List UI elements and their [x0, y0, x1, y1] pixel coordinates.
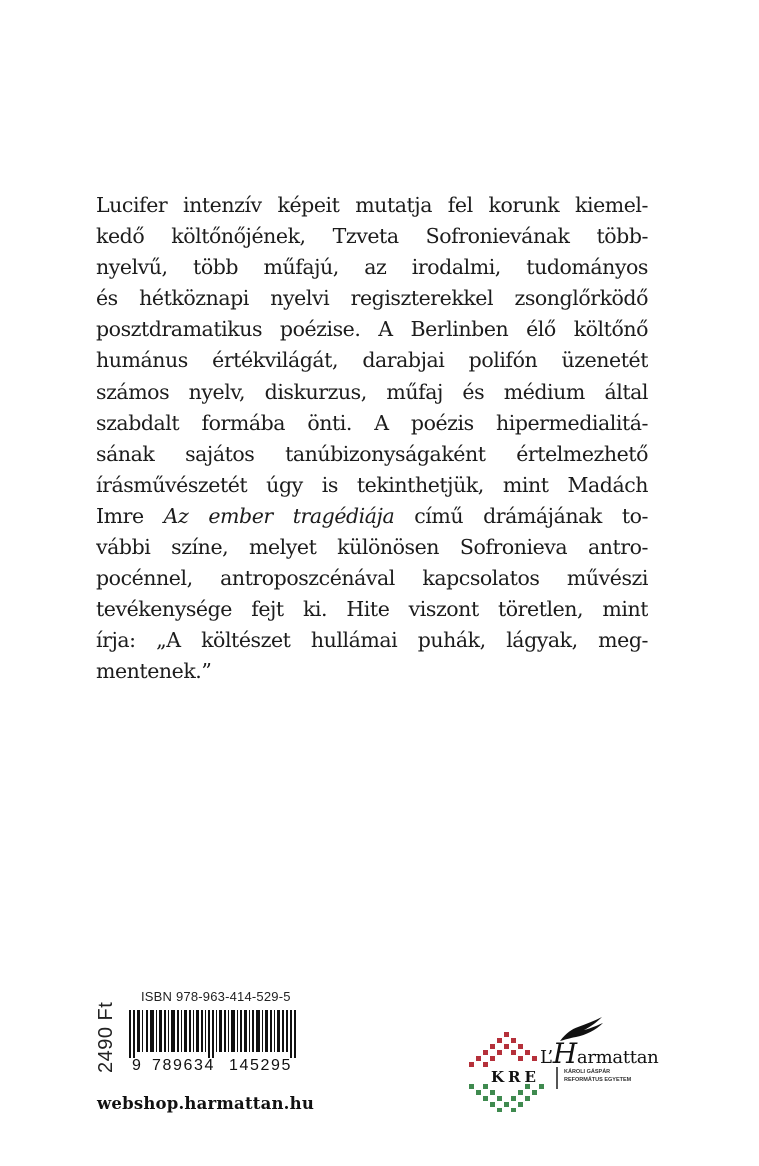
webshop-url: webshop.harmattan.hu: [97, 1094, 315, 1113]
blurb-line: szabdalt formába önti. A poézis hipermedialitá-: [96, 410, 648, 435]
publisher-logo-text: [540, 1037, 658, 1070]
blurb-line: mentenek.”: [96, 659, 212, 684]
kre-divider: [556, 1067, 558, 1089]
blurb-word: című drámájának to-: [414, 503, 648, 528]
barcode-digit-group: 789634: [152, 1057, 215, 1074]
price-label: 2490 Ft: [95, 1001, 117, 1073]
blurb-line: tevékenysége fejt ki. Hite viszont töretlen, mint: [96, 597, 648, 622]
barcode-digit-first: 9: [132, 1057, 142, 1074]
publisher-rest: armattan: [576, 1047, 659, 1068]
publisher-prefix: L’: [540, 1047, 553, 1068]
blurb-line: írásművészetét úgy is tekinthetjük, mint Madách: [96, 472, 648, 497]
kre-subtitle: [564, 1068, 631, 1084]
blurb-line: humánus értékvilágát, darabjai polifón üzenetét: [96, 348, 648, 373]
blurb-word: Imre: [96, 503, 144, 528]
blurb-line-title: [96, 501, 648, 532]
isbn-label: ISBN 978-963-414-529-5: [141, 989, 291, 1004]
blurb-line: számos nyelv, diskurzus, műfaj és médium által: [96, 379, 648, 404]
barcode-digit-group: 145295: [229, 1057, 292, 1074]
blurb-line: kedő költőnőjének, Tzveta Sofronievának több-: [96, 224, 648, 249]
book-title-italic: Az ember tragédiája: [163, 503, 395, 528]
blurb-line: írja: „A költészet hullámai puhák, lágyak, meg-: [96, 628, 648, 653]
kre-subtitle-line: KÁROLI GÁSPÁR: [564, 1069, 611, 1075]
blurb-line: vábbi színe, melyet különösen Sofronieva antro-: [96, 535, 648, 560]
barcode-digits: [132, 1057, 306, 1075]
back-cover-blurb: [96, 190, 648, 688]
blurb-line: Lucifer intenzív képeit mutatja fel korunk kiemel-: [96, 193, 648, 217]
blurb-line: sának sajátos tanúbizonyságaként értelmezhető: [96, 441, 648, 466]
publisher-initial: H: [552, 1037, 577, 1070]
kre-subtitle-line: REFORMÁTUS EGYETEM: [564, 1077, 632, 1083]
kre-letters: KRE: [491, 1068, 540, 1086]
blurb-line: és hétköznapi nyelvi regiszterekkel zsonglőrködő: [96, 286, 648, 311]
blurb-line: posztdramatikus poézise. A Berlinben élő költőnő: [96, 317, 648, 342]
blurb-line: nyelvű, több műfajú, az irodalmi, tudományos: [96, 255, 648, 280]
barcode-icon: [125, 1010, 305, 1058]
blurb-line: pocénnel, antroposzcénával kapcsolatos művészi: [96, 566, 648, 591]
